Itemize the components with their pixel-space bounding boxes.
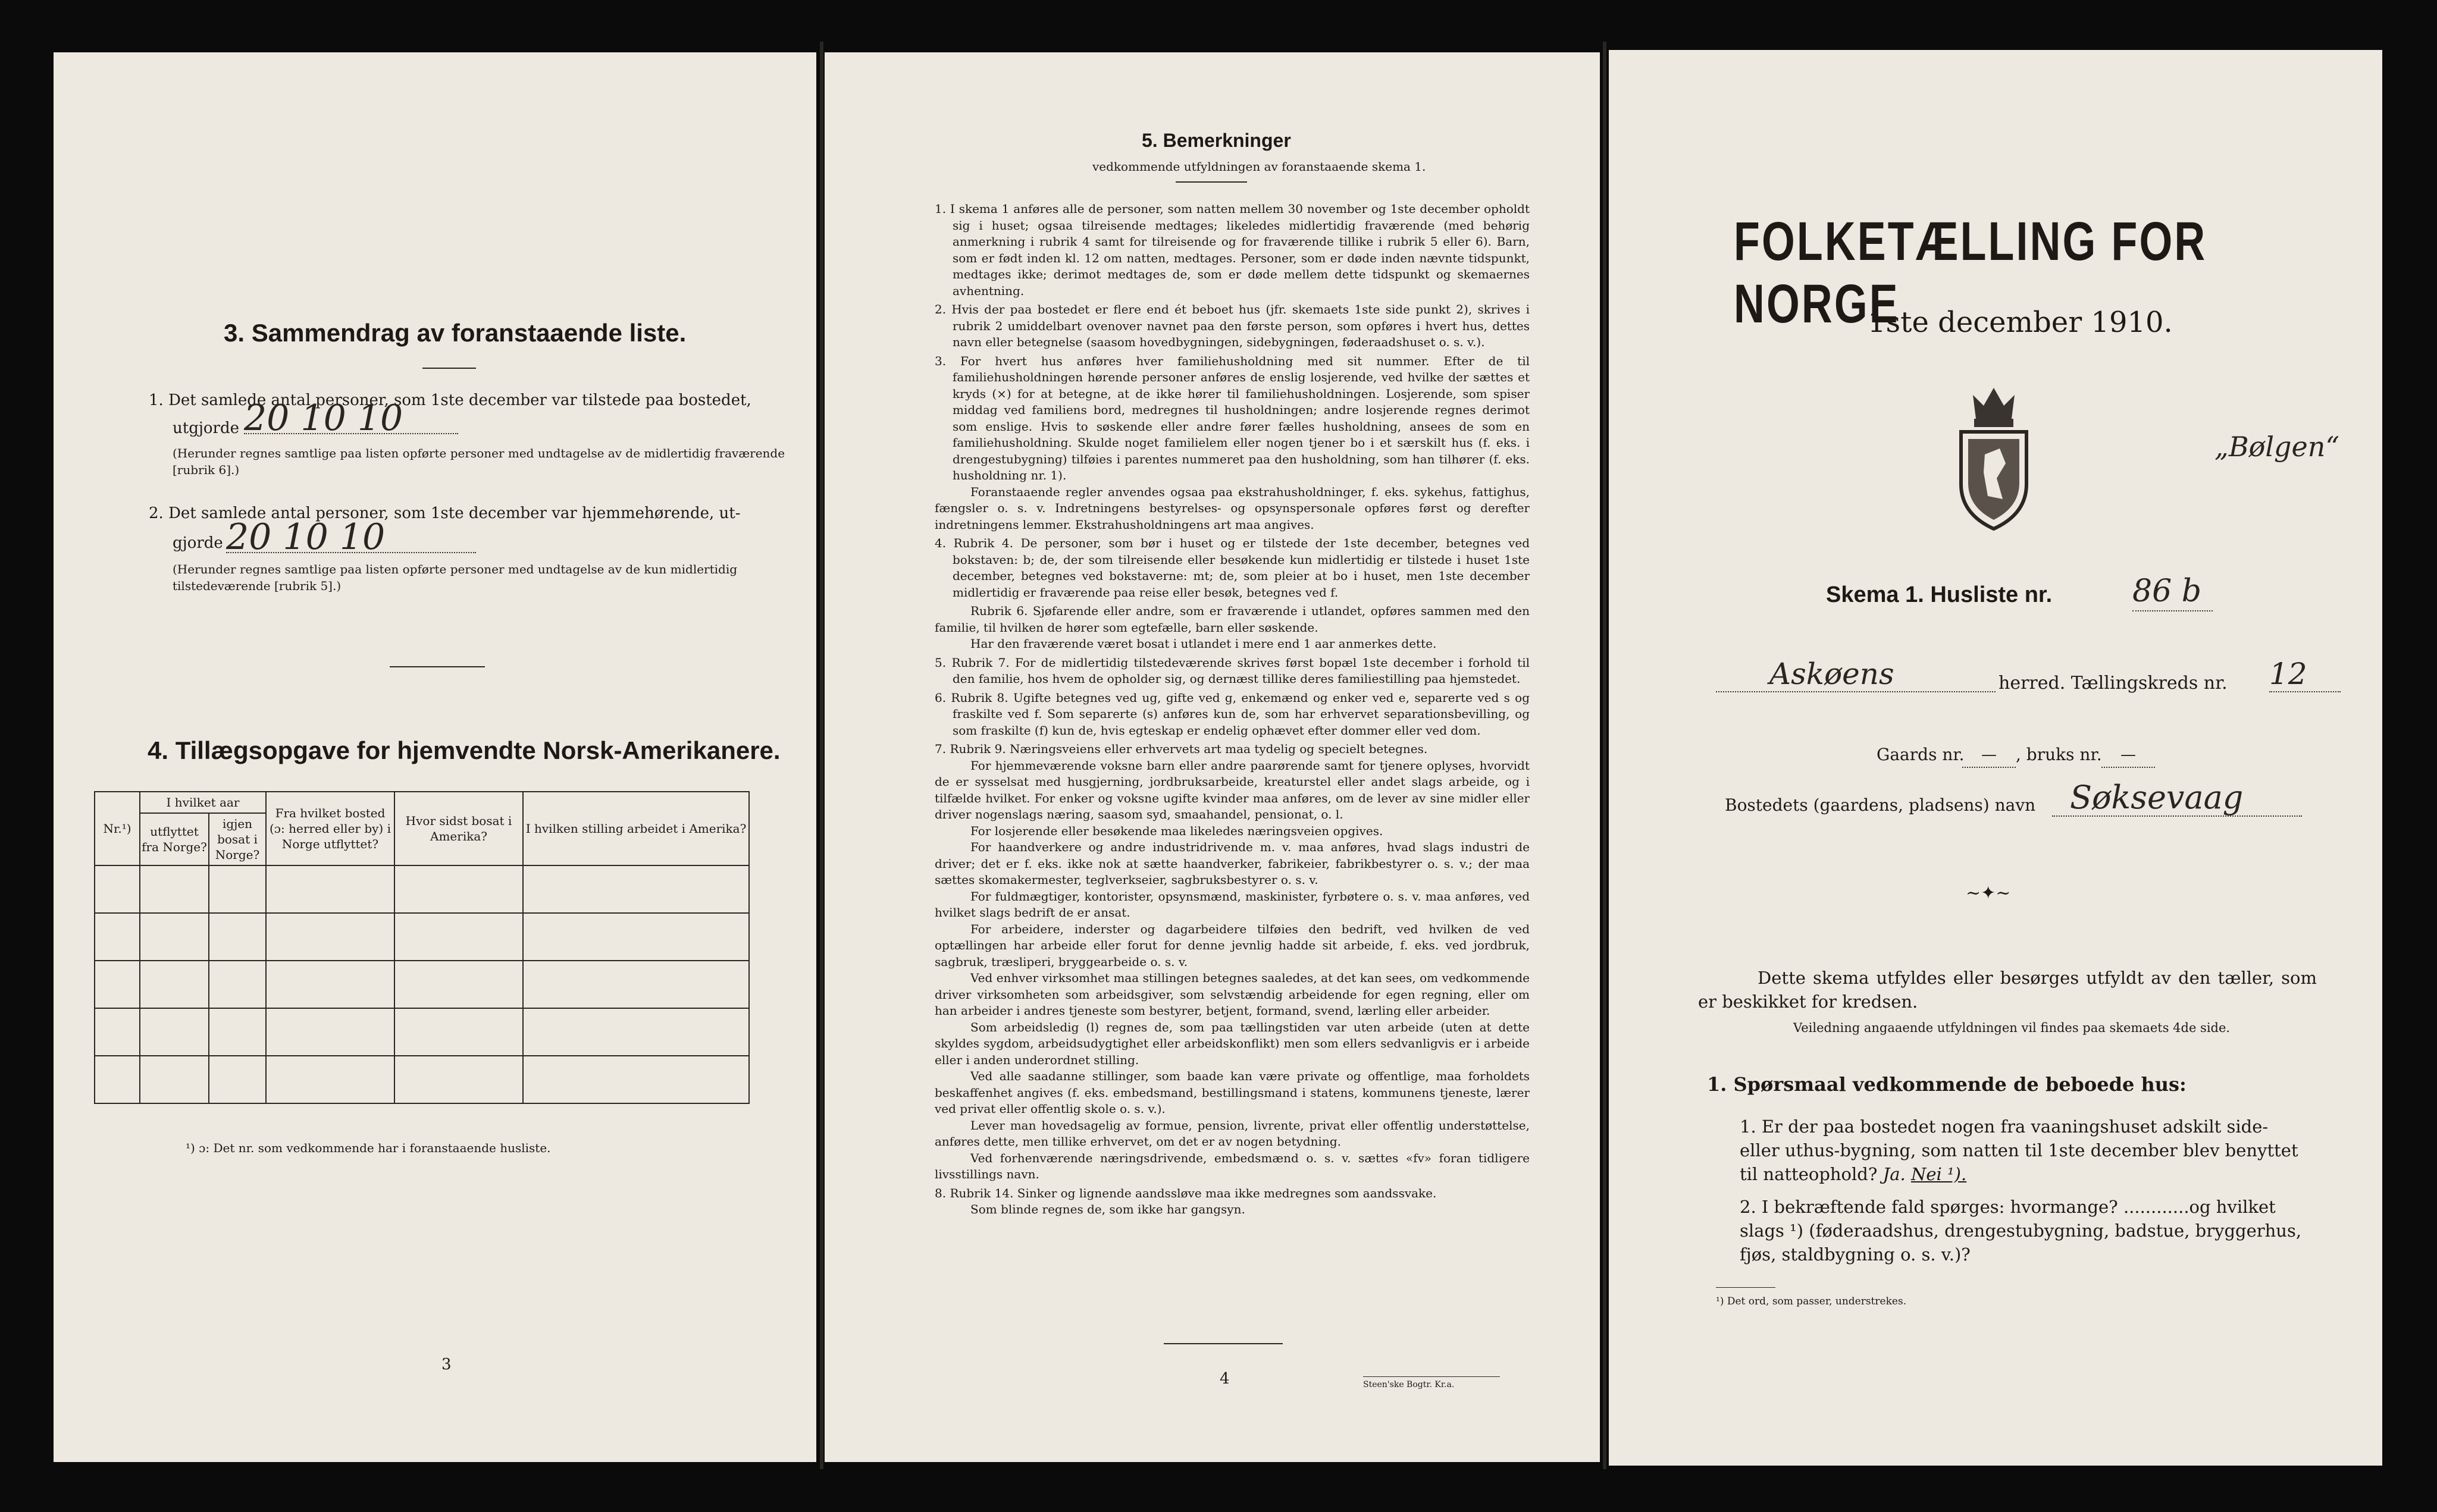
questions-heading: 1. Spørsmaal vedkommende de beboede hus: [1707, 1073, 2187, 1096]
remarks-body [935, 201, 1530, 1218]
remark-4: 4. Rubrik 4. De personer, som bør i huset og er tilstede der 1ste december, betegnes ved bokstaven: b; de, der som tilreisende eller besøkende kun midlertidig er tilstede i huset 1ste december, betegnes ved bokstaverne: mt; de, som pleier at bo i huset, men 1ste december midlertidig er fraværende paa reise eller besøk, betegnes ved f. [935, 536, 1530, 600]
remark-7j: Lever man hovedsagelig av formue, pension, livrente, privat eller offentlig understøttelse, anføres dette, men tillike erhvervet, om det er av nogen betydning. [935, 1118, 1530, 1149]
q2-text: 2. Det samlede antal personer, som 1ste december var hjemmehørende, ut- [149, 504, 741, 522]
table-row [95, 913, 749, 961]
remark-3b: Foranstaaende regler anvendes ogsaa paa ekstrahusholdninger, f. eks. sykehus, fattighus, fængsler o. s. v. Indretningens bestyrelses- og opsynspersonale opføres først og derefter indretningens lemmer. Ekstrahusholdningens art maa angives. [935, 484, 1530, 532]
schema-label: Skema 1. Husliste nr. [1826, 582, 2053, 607]
remarks-heading: 5. Bemerkninger [1142, 130, 1291, 151]
table-row [95, 961, 749, 1008]
question-1-text: 1. Er der paa bostedet nogen fra vaaningshuset adskilt side- eller uthus-bygning, som natten til 1ste december blev benyttet til natteophold? [1740, 1116, 2298, 1184]
remark-5: 5. Rubrik 7. For de midlertidig tilstedeværende skrives først bopæl 1ste december i forhold til den familie, hos hvem de opholder sig, og dernæst tillike deres familiestilling paa hjemstedet. [935, 655, 1530, 686]
husliste-line [2132, 573, 2213, 611]
question-2: 2. I bekræftende fald spørges: hvormange? ............og hvilket slags ¹) (føderaadshus, drengestubygning, badstue, bryggerhus, fjøs, staldbygning o. s. v.)? [1740, 1197, 2302, 1265]
divider [1363, 1376, 1500, 1377]
herred-label: herred. Tællingskreds nr. [1999, 673, 2228, 694]
remark-7d: For haandverkere og andre industridrivende m. v. maa anføres, hvad slags industri de driver; det er f. eks. ikke nok at sætte haandverker, fabrikeier, fabrikbestyrer o. s. v.; der maa sættes skomakermester, teglverkseier, sagbruksbestyrer o. s. v. [935, 840, 1530, 887]
divider [1176, 181, 1247, 183]
page-number: 4 [1220, 1370, 1230, 1388]
coat-of-arms-icon [1955, 383, 2032, 532]
page-1 [1609, 50, 2382, 1466]
q2-handwritten-value: 20 10 10 [226, 516, 386, 558]
norsk-amerikanere-table [94, 791, 750, 1104]
remark-7h: Som arbeidsledig (l) regnes de, som paa tællingstiden var uten arbeide (uten at dette skyldes sygdom, arbeidsudygtighet eller arbeidskonflikt) men som ellers sedvanligvis er i arbeide eller i anden underordnet stilling. [935, 1019, 1530, 1067]
remark-7i: Ved alle saadanne stillinger, som baade kan være private og offentlige, maa forholdets beskaffenhet angives (f. eks. embedsmand, bestillingsmand i statens, kommunens tjeneste, lærer ved privat eller offentlig skole o. s. v.). [935, 1069, 1530, 1116]
section-3-heading: 3. Sammendrag av foranstaaende liste. [224, 319, 687, 347]
table-row [95, 865, 749, 913]
section-4-footnote: ¹) ɔ: Det nr. som vedkommende har i foranstaaende husliste. [186, 1141, 551, 1155]
q1-answer-line [244, 397, 458, 439]
divider [1164, 1343, 1283, 1344]
ornament-icon: ~✦~ [1966, 883, 2011, 904]
remark-7k: Ved forhenværende næringsdrivende, embedsmænd o. s. v. sættes «fv» foran tidligere livsstillings navn. [935, 1150, 1530, 1181]
bruks-value: — [2101, 743, 2155, 768]
remark-7g: Ved enhver virksomhet maa stillingen betegnes saaledes, at det kan sees, om vedkommende driver virksomheten som arbeidsgiver, som selvstændig arbeidende for egen regning, eller om han arbeider i andres tjeneste som bestyrer, betjent, formand, svend, lærling eller arbeider. [935, 971, 1530, 1018]
bosted-handwritten-value: Søksevaag [2070, 779, 2244, 816]
q1-note: (Herunder regnes samtlige paa listen opførte personer med undtagelse av de midlertidig fraværende [rubrik 6].) [173, 446, 785, 477]
page-4 [825, 52, 1600, 1462]
col-igjen: igjen bosat i Norge? [209, 813, 266, 865]
q2-prefix: gjorde [173, 534, 223, 552]
table-row [95, 1008, 749, 1056]
answer-ja: Ja. [1882, 1164, 1906, 1184]
remark-8b: Som blinde regnes de, som ikke har gangsyn. [970, 1202, 1245, 1216]
remark-7c: For losjerende eller besøkende maa likeledes næringsveien opgives. [970, 823, 1383, 838]
question-1 [1740, 1115, 2311, 1186]
bosted-label: Bostedets (gaardens, pladsens) navn [1725, 795, 2036, 815]
q1-prefix: utgjorde [173, 419, 240, 437]
bosted-line [2052, 779, 2302, 817]
page-3 [54, 52, 816, 1462]
census-title: FOLKETÆLLING FOR NORGE [1734, 211, 2207, 334]
printer-imprint: Steen'ske Bogtr. Kr.a. [1363, 1380, 1455, 1389]
col-group-year: I hvilket aar [140, 792, 266, 813]
remark-7f: For arbeidere, inderster og dagarbeidere tilføies den bedrift, ved hvilken de ved optællingen har arbeide eller forut for denne jevnlig hadde sit arbeide, f. eks. ved jordbruk, sagbruk, træsliperi, bryggearbeide o. s. v. [935, 921, 1530, 969]
divider [1716, 1287, 1775, 1288]
divider [422, 368, 476, 369]
remark-2: 2. Hvis der paa bostedet er flere end ét beboet hus (jfr. skemaets 1ste side punkt 2), skrives i rubrik 2 umiddelbart ovenover navnet paa den første person, som opføres i hvert hus, dettes navn eller betegnelse (saasom hovedbygningen, sidebygningen, føderaadshuset o. s. v.). [935, 302, 1530, 349]
remark-7: 7. Rubrik 9. Næringsveiens eller erhvervets art maa tydelig og specielt betegnes. [935, 742, 1428, 756]
gaards-value: — [1962, 743, 2016, 768]
q1-handwritten-value: 20 10 10 [244, 397, 403, 439]
kreds-handwritten-value: 12 [2269, 657, 2307, 691]
gaards-label: Gaards nr. [1877, 745, 1965, 764]
kreds-line [2269, 657, 2341, 692]
q1-text: 1. Det samlede antal personer, som 1ste december var tilstede paa bostedet, [149, 391, 751, 409]
q2-answer-line [226, 516, 476, 558]
herred-handwritten-value: Askøens [1769, 657, 1894, 691]
col-nr: Nr.¹) [95, 792, 140, 865]
remarks-subheading: vedkommende utfyldningen av foranstaaende skema 1. [1092, 159, 1426, 174]
remark-4c: Har den fraværende været bosat i utlandet i mere end 1 aar anmerkes dette. [970, 636, 1437, 651]
q2-note: (Herunder regnes samtlige paa listen opførte personer med undtagelse av de kun midlertidig tilstedeværende [rubrik 5].) [173, 562, 738, 593]
census-date: 1ste december 1910. [1868, 306, 2173, 339]
remark-3: 3. For hvert hus anføres hver familiehusholdning med sit nummer. Efter de til familiehusholdningen hørende personer anføres de enslig losjerende, ved hvilke der sættes et kryds (×) for at betegne, at de ikke hører til familiehusholdningen. Losjerende, som spiser middag ved familiens bord, medregnes til husholdningen; andre losjerende regnes derimot som enslige. Hvis to søskende eller andre fører fælles husholdning, ansees de som en familiehusholdning. Skulde noget familielem eller nogen tjener bo i et særskilt hus (f. eks. i drengestubygning) tilføies i parentes nummeret paa den husholdning, som han tilhører (f. eks. husholdning nr. 1). [935, 353, 1530, 482]
husliste-handwritten-value: 86 b [2132, 573, 2201, 609]
page-number: 3 [441, 1356, 452, 1373]
remark-7e: For fuldmægtiger, kontorister, opsynsmænd, maskinister, fyrbøtere o. s. v. maa anføres, ved hvilket slags bedrift de er ansat. [935, 889, 1530, 920]
remark-8: 8. Rubrik 14. Sinker og lignende aandssløve maa ikke medregnes som aandssvake. [935, 1185, 1437, 1200]
info-note: Veiledning angaaende utfyldningen vil findes paa skemaets 4de side. [1793, 1021, 2231, 1035]
footnote: ¹) Det ord, som passer, understrekes. [1716, 1295, 1907, 1307]
col-stilling: I hvilken stilling arbeidet i Amerika? [523, 792, 749, 865]
remark-1: 1. I skema 1 anføres alle de personer, som natten mellem 30 november og 1ste december opholdt sig i huset; ogsaa tilreisende medtages; likeledes midlertidig fraværende (med behørig anmerkning i rubrik 4 samt for tilreisende og for fraværende tillike i rubrik 5 eller 6). Barn, som er født inden kl. 12 om natten, medtages. Personer, som er døde inden nævnte tidspunkt, medtages ikke; derimot medtages de, som er døde mellem dette tidspunkt og skemaernes avhentning. [935, 202, 1530, 298]
col-utflyttet: utflyttet fra Norge? [140, 813, 209, 865]
col-hvor: Hvor sidst bosat i Amerika? [394, 792, 523, 865]
table-row [95, 1056, 749, 1103]
answer-nei: Nei ¹). [1910, 1164, 1967, 1184]
remark-4b: Rubrik 6. Sjøfarende eller andre, som er fraværende i utlandet, opføres sammen med den familie, til hvilken de hører som egtefælle, barn eller søskende. [935, 604, 1530, 635]
herred-line [1716, 657, 1996, 692]
section-4-heading: 4. Tillægsopgave for hjemvendte Norsk-Amerikanere. [148, 736, 781, 764]
remark-6: 6. Rubrik 8. Ugifte betegnes ved ug, gifte ved g, enkemænd og enker ved e, separerte ved s og fraskilte ved f. Som separerte (s) anføres kun de, som har erhvervet separationsbevilling, og som fraskilte (f) kun de, hvis egteskap er endelig ophævet efter dommer eller ved dom. [935, 690, 1530, 738]
spine [820, 42, 823, 1469]
spine [1603, 42, 1606, 1469]
info-text: Dette skema utfyldes eller besørges utfyldt av den tæller, som er beskikket for kredsen. [1698, 968, 2317, 1012]
remark-7b: For hjemmeværende voksne barn eller andre paarørende samt for tjenere oplyses, hvorvidt de er sysselsat med husgjerning, jordbruksarbeide, kreaturstel eller andet slags arbeide, og i tilfælde hvilket. For enker og voksne ugifte kvinder maa anføres, om de lever av sine midler eller driver nogenslags næring, saasom syd, smaahandel, pensionat, o. l. [935, 758, 1530, 821]
col-fra: Fra hvilket bosted (ɔ: herred eller by) i Norge utflyttet? [266, 792, 394, 865]
bruks-label: , bruks nr. [2016, 745, 2102, 764]
handwritten-name: „Bølgen“ [2214, 431, 2339, 463]
divider [390, 666, 485, 667]
